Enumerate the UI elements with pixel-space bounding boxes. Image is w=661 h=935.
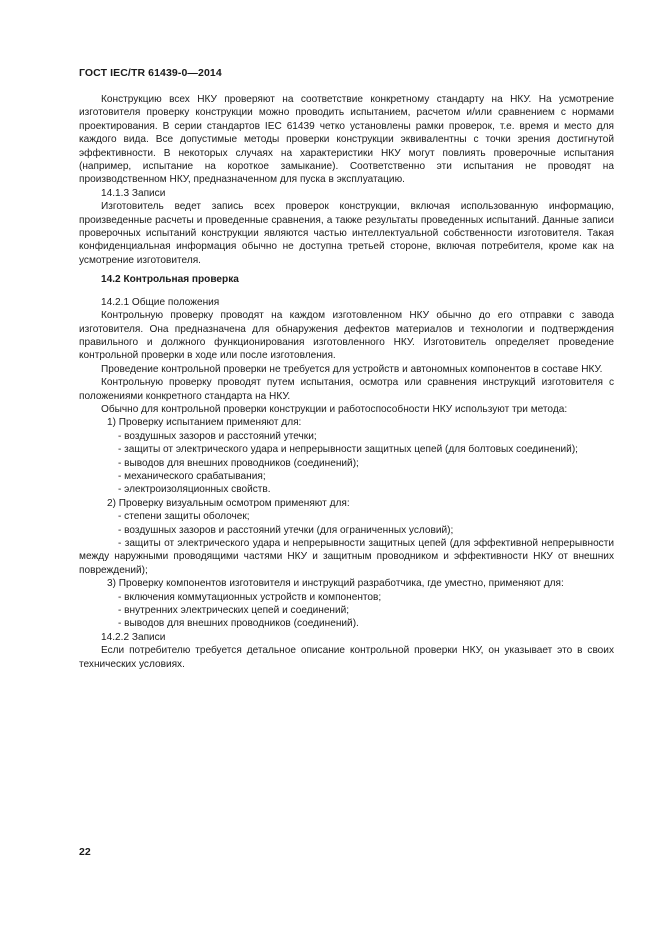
list-item: - защиты от электрического удара и непрерывности защитных цепей (для эффективной непрерывности между наружными проводящими частями НКУ и защитным проводником и эффективности НКУ от внешних повреждений); bbox=[79, 538, 614, 576]
section-14-2-heading: 14.2 Контрольная проверка bbox=[101, 274, 239, 286]
list-item: - воздушных зазоров и расстояний утечки; bbox=[118, 430, 317, 442]
page-number: 22 bbox=[79, 846, 91, 858]
document-header: ГОСТ IEC/TR 61439-0—2014 bbox=[79, 67, 222, 79]
paragraph-not-required: Проведение контрольной проверки не требуется для устройств и автономных компонентов в составе НКУ. bbox=[101, 363, 603, 375]
list-item: - воздушных зазоров и расстояний утечки (для ограниченных условий); bbox=[118, 524, 454, 536]
subsection-14-2-2-heading: 14.2.2 Записи bbox=[101, 631, 166, 643]
subsection-14-2-1-heading: 14.2.1 Общие положения bbox=[101, 296, 220, 308]
list-method-2: 2) Проверку визуальным осмотром применяют для: bbox=[107, 497, 350, 509]
list-item: - внутренних электрических цепей и соединений; bbox=[118, 605, 350, 617]
list-item: - выводов для внешних проводников (соединений). bbox=[118, 618, 359, 630]
subsection-14-1-3-heading: 14.1.3 Записи bbox=[101, 187, 166, 199]
list-item: - электроизоляционных свойств. bbox=[118, 484, 271, 496]
list-item: - выводов для внешних проводников (соединений); bbox=[118, 457, 359, 469]
paragraph-records: Изготовитель ведет запись всех проверок конструкции, включая использованную информацию, произведенные расчеты и проведенные сравнения, а также результаты проведенных испытаний. Данные записи проверочных испытаний конструкции являются частью интеллектуальной собственности изготовителя. Такая конфиденциальная информация обычно не доступна третьей стороне, включая потребителя, кроме как на усмотрение изготовителя. bbox=[79, 201, 614, 266]
paragraph-design-verification: Конструкцию всех НКУ проверяют на соответствие конкретному стандарту на НКУ. На усмотрение изготовителя проверку конструкции можно проводить испытанием, расчетом и/или сравнением с нормами проектирования. В серии стандартов IEC 61439 четко установлены рамки проверок, т.е. время и место для каждого вида. Все допустимые методы проверки конструкции эквивалентны с точки зрения достигнутой эффективности. В некоторых случаях на характеристики НКУ могут повлиять проверочные испытания (например, испытание на короткое замыкание). Соответственно эти испытания не проводят на производственном НКУ, предназначенном для пуска в эксплуатацию. bbox=[79, 94, 614, 186]
paragraph-three-methods: Обычно для контрольной проверки конструкции и работоспособности НКУ используют три метода: bbox=[101, 403, 568, 415]
list-item: - включения коммутационных устройств и компонентов; bbox=[118, 591, 382, 603]
page-body bbox=[79, 93, 614, 671]
list-item: - степени защиты оболочек; bbox=[118, 511, 250, 523]
paragraph-routine-verification: Контрольную проверку проводят на каждом изготовленном НКУ обычно до его отправки с завода изготовителя. Она предназначена для обнаружения дефектов материалов и технологии и подтверждения правильного и должного функционирования изготовленного НКУ. Изготовитель определяет проведение контрольной проверки в ходе или после изготовления. bbox=[79, 310, 614, 362]
paragraph-customer-request: Если потребителю требуется детальное описание контрольной проверки НКУ, он указывает это в своих технических условиях. bbox=[79, 645, 614, 670]
list-item: - механического срабатывания; bbox=[118, 470, 266, 482]
list-method-1: 1) Проверку испытанием применяют для: bbox=[107, 417, 302, 429]
list-method-3: 3) Проверку компонентов изготовителя и инструкций разработчика, где уместно, применяют для: bbox=[107, 578, 564, 590]
paragraph-methods-intro: Контрольную проверку проводят путем испытания, осмотра или сравнения инструкций изготовителя с положениями конкретного стандарта на НКУ. bbox=[79, 377, 614, 402]
list-item: - защиты от электрического удара и непрерывности защитных цепей (для болтовых соединений); bbox=[118, 444, 578, 456]
